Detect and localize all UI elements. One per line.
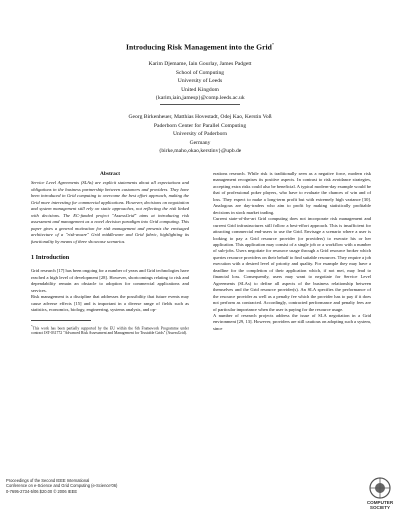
footnote xyxy=(31,324,189,337)
section-heading-introduction: 1 Introduction xyxy=(31,253,70,261)
footnote-mark: * xyxy=(31,323,33,328)
right-paragraph-3: A number of research projects address the issue of SLA negotiation in a Grid environment [29, 13]. However, providers are still cautious on adopting such a system, since xyxy=(213,312,371,331)
logo-text xyxy=(362,500,398,510)
computer-society-logo xyxy=(362,476,398,514)
footer-line-3: 0-7695-2734-5/06 $20.00 © 2006 IEEE xyxy=(6,488,78,494)
footnote-text: This work has been partially supported by the EU within the 6th Framework Programme under contract IST-031772 "Advanced Risk Assessment and Management for Trustable Grids" (AssessGrid). xyxy=(31,325,189,336)
proceedings-footer xyxy=(6,478,117,494)
affiliation-leeds xyxy=(0,60,400,103)
abstract-text: Service Level Agreements (SLAs) are explicit statements about all expectations and obligations in the business partnership between customers and providers. They have been introduced in Grid computing to overcome the best effort approach, making the Grid more interesting for commercial applications. However, decisions on negotiation and system management still rely on static approaches, not reflecting the risk linked with decisions. The EC-funded project "AssessGrid" aims at introducing risk assessment and management as a novel decision paradigm into Grid computing. This paper gives a general motivation for risk management and presents the envisaged architecture of a "risk-aware" Grid middleware and Grid fabric, highlighting its functionality by means of three showcase scenarios. xyxy=(31,180,189,244)
logo-line-2: SOCIETY xyxy=(369,505,391,510)
footnote-rule xyxy=(31,320,91,321)
authors-paderborn: Georg Birkenheuer, Matthias Hovestadt, Odej Kao, Kerstin Voß xyxy=(128,114,272,120)
logo-line-1: COMPUTER xyxy=(366,500,394,505)
univ-paderborn: University of Paderborn xyxy=(172,131,228,138)
computer-society-emblem-icon xyxy=(362,476,398,500)
email-leeds: {karim,iain,jamesp}@comp.leeds.ac.uk xyxy=(155,95,245,102)
title-text: Introducing Risk Management into the Grid xyxy=(125,42,272,52)
title-footnote-mark: * xyxy=(271,42,275,47)
intro-paragraph-2: Risk management is a discipline that addresses the possibility that future events may cause adverse effects [15] and is important in a diverse range of fields such as statistics, economics, biology, engineering, systems analysis, and op- xyxy=(31,294,189,313)
dept-leeds: School of Computing xyxy=(175,69,225,76)
left-column xyxy=(31,171,189,336)
univ-leeds: University of Leeds xyxy=(177,78,223,85)
country-leeds: United Kingdom xyxy=(181,86,219,93)
abstract-heading: Abstract xyxy=(99,171,121,177)
affiliation-divider xyxy=(160,104,240,105)
right-paragraph-2: Current state-of-the-art Grid computing does not incorporate risk management and current Grid infrastructures still follow a best-effort approach. This is insufficient for attracting commercial end-users to use the Grid. Envisage a scenario where a user is looking to pay a Grid resource provider (or providers) to execute his or her application. This application may consist of a single job or a workflow with a number of sub-jobs. Users negotiate for resource usage through a Grid resource broker which queries resource providers on their behalf to find suitable resources. They require a job execution with a desired level of priority and quality. For example they may have a deadline for the completion of their application which, if not met, may lead to financial loss. Consequently, users may want to negotiate for Service Level Agreements (SLAs) to define all aspects of the business relationship between themselves and the Grid resource provider(s). An SLA specifies the performance of the resource provider as well as a penalty fee which the provider has to pay if it does not perform as contracted. Accordingly, contracted performance and penalty fees are of particular importance when the user is paying for the resource usage. xyxy=(213,216,371,312)
paper-title xyxy=(0,42,400,52)
email-paderborn: {birke,maho,okao,kerstinv}@upb.de xyxy=(158,148,242,155)
footer-line-2: Conference on e-Science and Grid Computing (e-Science'06) xyxy=(6,483,118,489)
affiliation-paderborn xyxy=(0,113,400,156)
right-paragraph-1: erations research. While risk is traditionally seen as a negative force, modern risk management recognises its positive aspects. In contrast to risk avoidance strategies, accepting extra risks could also be beneficial. A typical modern-day example would be that of professional poker players, who have to evaluate the chances of win and of loss. They expect to make a long-term profit but with extremely high variance [30]. Analogous are day-traders who aim to profit by making statistically profitable decisions in stock market trading. xyxy=(213,171,371,215)
country-paderborn: Germany xyxy=(189,139,211,146)
footer-line-1: Proceedings of the Second IEEE International xyxy=(6,478,90,483)
intro-paragraph-1: Grid research [17] has been ongoing for a number of years and Grid technologies have reached a high level of development [28]. However, shortcomings relating to risk and dependability remain an obstacle to adoption for commercial applications and services. xyxy=(31,268,189,293)
right-column xyxy=(213,171,371,332)
authors-leeds: Karim Djemame, Iain Gourlay, James Padgett xyxy=(148,61,252,67)
dept-paderborn: Paderborn Center for Parallel Computing xyxy=(153,122,247,129)
